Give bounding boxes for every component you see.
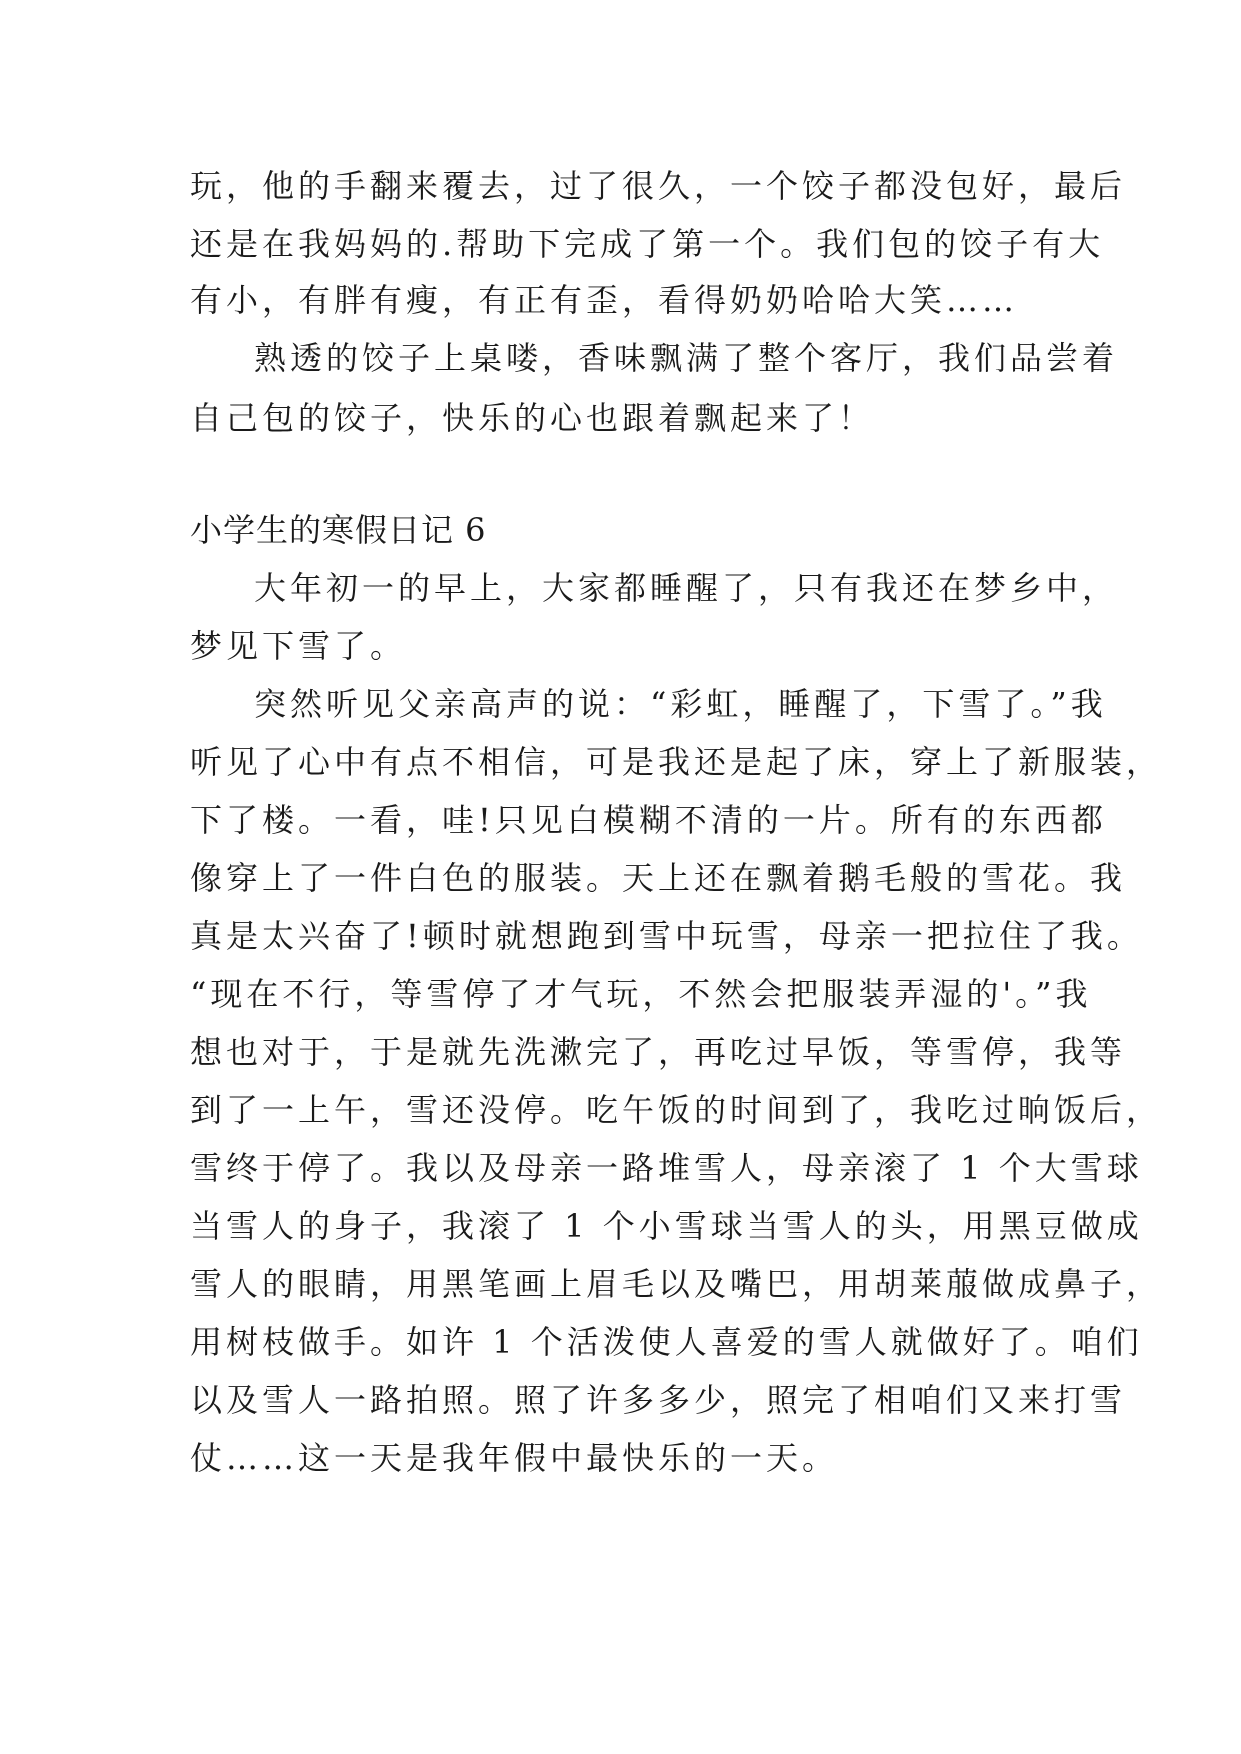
text-line: 熟透的饺子上桌喽，香味飘满了整个客厅，我们品尝着 [254,339,1119,377]
text-line: 到了一上午，雪还没停。吃午饭的时间到了，我吃过晌饭后， [190,1091,1163,1129]
text-line: 有小，有胖有瘦，有正有歪，看得奶奶哈哈大笑…… [190,281,1019,319]
text-line: “现在不行，等雪停了才气玩，不然会把服装弄湿的'。”我 [190,975,1092,1013]
text-line: 自己包的饺子，快乐的心也跟着飘起来了！ [190,399,875,437]
section-title: 小学生的寒假日记 6 [190,511,487,549]
text-line: 听见了心中有点不相信，可是我还是起了床，穿上了新服装， [190,743,1163,781]
text-line: 雪人的眼睛，用黑笔画上眉毛以及嘴巴，用胡莱菔做成鼻子， [190,1265,1163,1303]
text-line: 梦见下雪了。 [190,627,407,665]
text-line: 还是在我妈妈的.帮助下完成了第一个。我们包的饺子有大 [190,225,1105,263]
text-line: 像穿上了一件白色的服装。天上还在飘着鹅毛般的雪花。我 [190,859,1127,897]
text-line: 用树枝做手。如许 1 个活泼使人喜爱的雪人就做好了。咱们 [190,1323,1143,1361]
text-line: 想也对于，于是就先洗漱完了，再吃过早饭，等雪停，我等 [190,1033,1127,1071]
text-line: 玩，他的手翻来覆去，过了很久，一个饺子都没包好，最后 [190,167,1127,205]
text-line: 突然听见父亲高声的说：“彩虹，睡醒了，下雪了。”我 [254,685,1107,723]
text-line: 仗……这一天是我年假中最快乐的一天。 [190,1439,839,1477]
text-line: 大年初一的早上，大家都睡醒了，只有我还在梦乡中， [254,569,1119,607]
text-line: 下了楼。一看，哇!只见白模糊不清的一片。所有的东西都 [190,801,1107,839]
text-line: 真是太兴奋了!顿时就想跑到雪中玩雪，母亲一把拉住了我。 [190,917,1143,955]
text-line: 以及雪人一路拍照。照了许多多少，照完了相咱们又来打雪 [190,1381,1127,1419]
text-line: 当雪人的身子，我滚了 1 个小雪球当雪人的头，用黑豆做成 [190,1207,1143,1245]
text-line: 雪终于停了。我以及母亲一路堆雪人，母亲滚了 1 个大雪球 [190,1149,1143,1187]
